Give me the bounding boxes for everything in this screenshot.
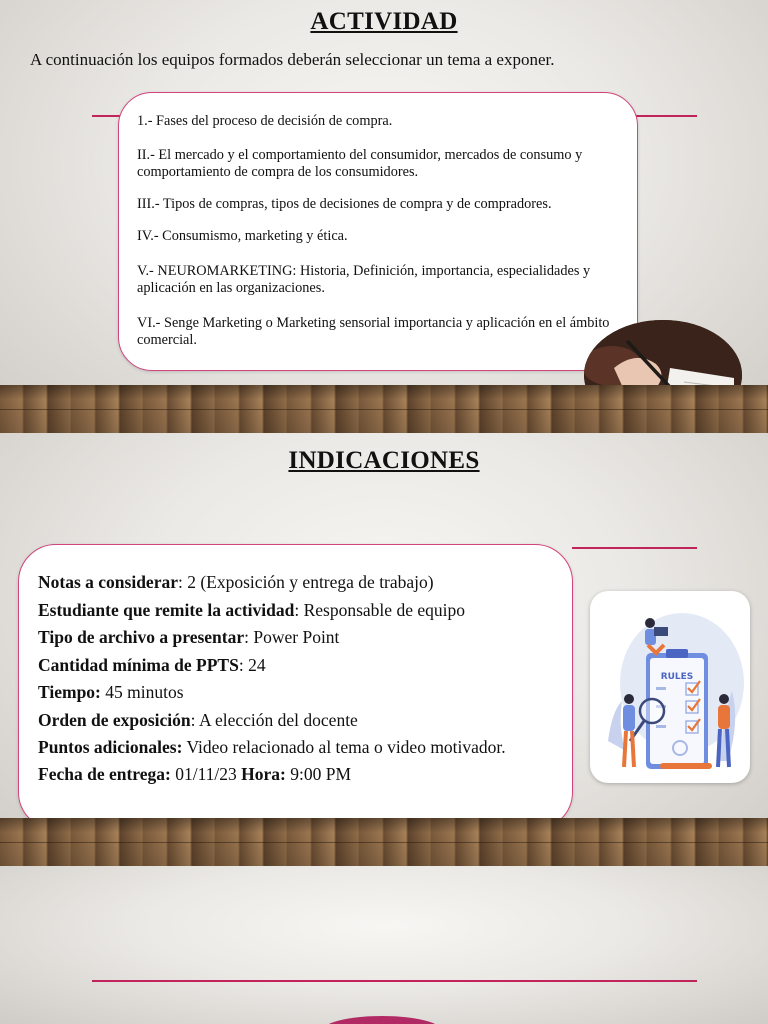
topic-item-1: 1.- Fases del proceso de decisión de compra. — [137, 113, 393, 129]
slide-actividad — [0, 0, 768, 433]
note-row: Estudiante que remite la actividad: Responsable de equipo — [38, 599, 465, 620]
note-row: Cantidad mínima de PPTS: 24 — [38, 654, 266, 675]
topic-item-5: V.- NEUROMARKETING: Historia, Definición, importancia, especialidades y aplicación en las organizaciones. — [137, 262, 591, 296]
note-row: Tipo de archivo a presentar: Power Point — [38, 627, 340, 647]
slide-title: ACTIVIDAD — [310, 8, 458, 35]
rules-label: RULES — [660, 672, 694, 682]
accent-line — [92, 980, 697, 982]
due-date-row: Fecha de entrega: 01/11/23 Hora: 9:00 PM — [38, 764, 352, 784]
slide-title: INDICACIONES — [288, 447, 480, 474]
note-row: Orden de exposición: A elección del docente — [38, 709, 358, 730]
note-row: Notas a considerar: 2 (Exposición y entrega de trabajo) — [38, 572, 434, 592]
topic-item-4: IV.- Consumismo, marketing y ética. — [137, 228, 348, 244]
note-row: Puntos adicionales: Video relacionado al tema o video motivador. — [38, 737, 506, 757]
topic-item-6: VI.- Senge Marketing o Marketing sensorial importancia y aplicación en el ámbito comercial. — [137, 314, 610, 348]
topics-card — [118, 92, 638, 371]
slide-next — [0, 866, 768, 1024]
topic-item-2: II.- El mercado y el comportamiento del consumidor, mercados de consumo y comportamiento de compra de los consumidores. — [137, 146, 583, 180]
wood-floor — [0, 385, 768, 433]
rules-checklist-icon — [590, 591, 750, 783]
note-row: Tiempo: 45 minutos — [38, 682, 184, 702]
wood-floor — [0, 818, 768, 866]
slide-intro: A continuación los equipos formados deberán seleccionar un tema a exponer. — [30, 50, 555, 69]
accent-line-right — [572, 547, 697, 549]
indications-card — [18, 544, 573, 830]
slide-indicaciones — [0, 433, 768, 866]
accent-line-right — [634, 115, 697, 117]
rules-illustration-card — [590, 591, 750, 783]
topic-item-3: III.- Tipos de compras, tipos de decisiones de compra y de compradores. — [137, 195, 552, 212]
card-edge — [322, 1016, 442, 1024]
